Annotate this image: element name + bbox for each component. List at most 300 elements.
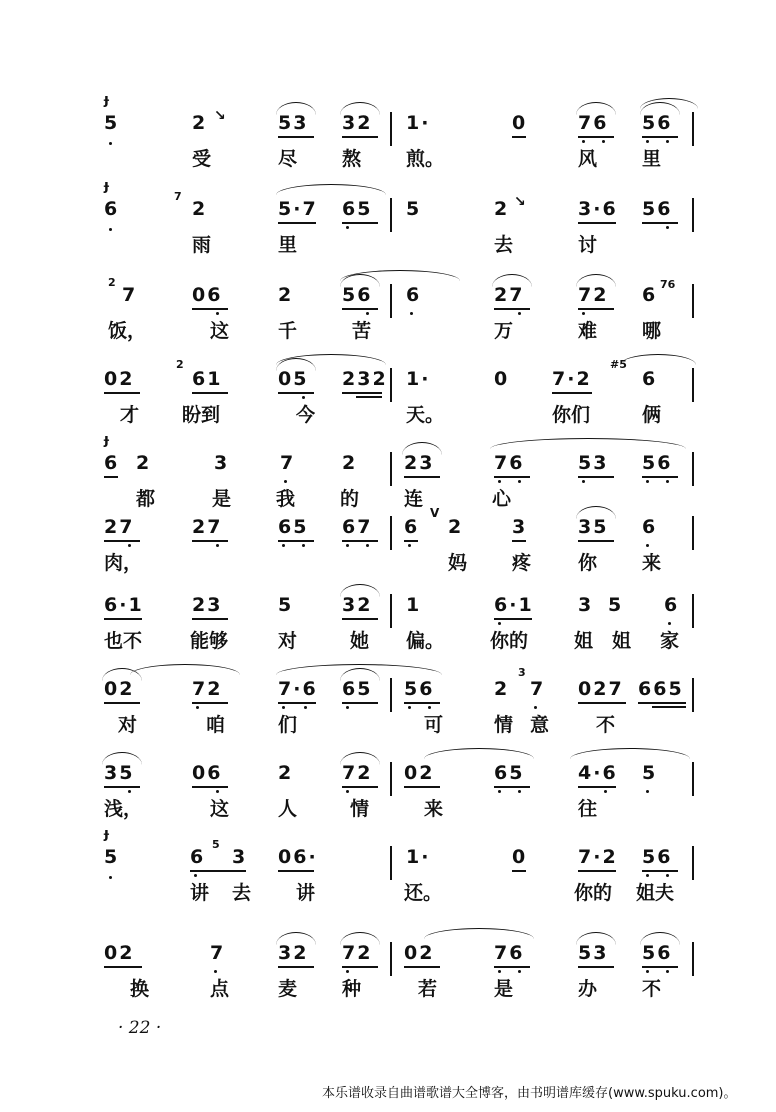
underline: [342, 702, 378, 704]
octave-dot: [194, 874, 197, 877]
lyric: 你的: [490, 630, 529, 652]
bar-line: [692, 452, 694, 486]
note: 05: [278, 368, 309, 390]
underline: [512, 136, 526, 138]
note: 23: [404, 452, 435, 474]
note: 6: [406, 284, 422, 306]
note: 35: [104, 762, 135, 784]
source-footer: 本乐谱收录自曲谱歌谱大全博客，由书明谱库缓存(www.spuku.com)。: [322, 1086, 737, 1101]
fermata-mark: ɟ: [104, 92, 109, 108]
lyric: 苦: [352, 320, 372, 342]
note: 3: [232, 846, 248, 868]
octave-dot: [346, 970, 349, 973]
grace-note: 5: [212, 838, 220, 851]
glide-mark: ↘: [214, 108, 226, 124]
lyric: 她: [350, 630, 370, 652]
underline: [578, 136, 614, 138]
bar-line: [692, 112, 694, 146]
note: 7: [122, 284, 138, 306]
bar-line: [692, 678, 694, 712]
score-line-10: [0, 826, 776, 910]
underline: [642, 870, 678, 872]
octave-dot: [666, 874, 669, 877]
note: 2: [494, 678, 510, 700]
lyric: 都: [136, 488, 156, 510]
note: 67: [342, 516, 373, 538]
underline: [404, 540, 418, 542]
octave-dot: [518, 970, 521, 973]
octave-dot: [214, 970, 217, 973]
underline: [104, 966, 142, 968]
note: 3: [214, 452, 230, 474]
note: 5: [642, 762, 658, 784]
lyric: 这: [210, 798, 230, 820]
octave-dot: [534, 706, 537, 709]
lyric: 受: [192, 148, 212, 170]
note: 56: [404, 678, 435, 700]
lyric: 疼: [512, 552, 532, 574]
note: 53: [578, 942, 609, 964]
lyric: 也不: [104, 630, 143, 652]
score-line-4: [0, 352, 776, 432]
note: 6: [104, 198, 120, 220]
note: 2: [342, 452, 358, 474]
underline: [104, 392, 140, 394]
lyric: 点: [210, 978, 230, 1000]
bar-line: [390, 284, 392, 318]
lyric: 讲: [296, 882, 316, 904]
underline: [638, 702, 686, 704]
note: 56: [642, 452, 673, 474]
underline: [342, 308, 378, 310]
note: 65: [494, 762, 525, 784]
underline: [356, 396, 382, 398]
lyric: 天。: [406, 404, 445, 426]
breath-mark: V: [430, 506, 440, 520]
note: 0: [512, 112, 528, 134]
score-line-6: [0, 500, 776, 580]
note: 06: [192, 284, 223, 306]
long-slur: [640, 98, 698, 109]
lyric: 来: [642, 552, 662, 574]
bar-line: [692, 198, 694, 232]
lyric: 情: [494, 714, 514, 736]
lyric: 难: [578, 320, 598, 342]
note: 27: [192, 516, 223, 538]
octave-dot: [109, 876, 112, 879]
underline: [642, 136, 678, 138]
underline: [278, 392, 314, 394]
note: 5·7: [278, 198, 318, 220]
lyric: 对: [278, 630, 298, 652]
note: 5: [104, 846, 120, 868]
lyric: 里: [278, 234, 298, 256]
bar-line: [692, 846, 694, 880]
lyric: 心: [492, 488, 512, 510]
octave-dot: [666, 226, 669, 229]
note: 7: [280, 452, 296, 474]
note: 53: [278, 112, 309, 134]
long-slur: [340, 270, 460, 281]
score-line-2: [0, 178, 776, 262]
long-slur: [424, 748, 534, 759]
long-slur: [490, 438, 686, 449]
note: 2: [192, 112, 208, 134]
bar-line: [390, 942, 392, 976]
octave-dot: [428, 706, 431, 709]
lyric: 万: [494, 320, 514, 342]
lyric: 不: [642, 978, 662, 1000]
underline: [578, 966, 614, 968]
octave-dot: [366, 312, 369, 315]
lyric: 煎。: [406, 148, 445, 170]
underline: [642, 476, 678, 478]
note: 2: [278, 284, 294, 306]
octave-dot: [666, 480, 669, 483]
underline: [104, 618, 142, 620]
underline: [494, 476, 530, 478]
octave-dot: [282, 706, 285, 709]
bar-line: [390, 762, 392, 796]
octave-dot: [582, 480, 585, 483]
lyric: 连: [404, 488, 424, 510]
underline: [404, 702, 440, 704]
note: 5: [278, 594, 294, 616]
note: 06·: [278, 846, 318, 868]
note: 35: [578, 516, 609, 538]
note: 02: [104, 942, 135, 964]
underline: [342, 392, 382, 394]
note: 6: [404, 516, 420, 538]
grace-note: 7: [174, 190, 182, 203]
note: 027: [578, 678, 624, 700]
note: 72: [578, 284, 609, 306]
lyric: 姐: [612, 630, 632, 652]
note: 6: [190, 846, 206, 868]
long-slur: [570, 748, 690, 759]
lyric: 不: [596, 714, 616, 736]
note: 02: [404, 762, 435, 784]
underline: [494, 618, 532, 620]
note: 76: [578, 112, 609, 134]
note: 5: [406, 198, 422, 220]
lyric: 可: [424, 714, 444, 736]
lyric: 来: [424, 798, 444, 820]
note: 32: [342, 112, 373, 134]
octave-dot: [128, 544, 131, 547]
octave-dot: [302, 544, 305, 547]
lyric: 千: [278, 320, 298, 342]
note: 65: [342, 198, 373, 220]
grace-note: 76: [660, 278, 676, 291]
note: 56: [642, 112, 673, 134]
lyric: 是: [494, 978, 514, 1000]
octave-dot: [498, 970, 501, 973]
note: 665: [638, 678, 684, 700]
lyric: 哪: [642, 320, 662, 342]
note: 56: [342, 284, 373, 306]
octave-dot: [646, 480, 649, 483]
long-slur: [424, 928, 534, 939]
long-slur: [130, 664, 240, 675]
lyric: 去: [232, 882, 252, 904]
note: 76: [494, 942, 525, 964]
lyric: 意: [530, 714, 550, 736]
underline: [578, 308, 614, 310]
underline: [192, 540, 228, 542]
lyric: 才: [120, 404, 140, 426]
bar-line: [390, 516, 392, 550]
note: 56: [642, 942, 673, 964]
lyric: 这: [210, 320, 230, 342]
bar-line: [390, 594, 392, 628]
note: 3: [512, 516, 528, 538]
note: 56: [642, 846, 673, 868]
octave-dot: [346, 544, 349, 547]
note: 32: [342, 594, 373, 616]
octave-dot: [408, 706, 411, 709]
octave-dot: [646, 544, 649, 547]
underline: [578, 870, 616, 872]
lyric: 你们: [552, 404, 591, 426]
underline: [552, 392, 592, 394]
octave-dot: [302, 396, 305, 399]
lyric: 你: [578, 552, 598, 574]
bar-line: [692, 942, 694, 976]
underline: [342, 540, 378, 542]
lyric: 俩: [642, 404, 662, 426]
lyric: 浅，: [104, 798, 143, 820]
octave-dot: [284, 480, 287, 483]
octave-dot: [109, 228, 112, 231]
note: 2: [494, 198, 510, 220]
lyric: 家: [660, 630, 680, 652]
lyric: 盼到: [182, 404, 221, 426]
underline: [342, 222, 378, 224]
underline: [342, 618, 378, 620]
note: 1·: [406, 846, 431, 868]
note: 5: [608, 594, 624, 616]
octave-dot: [498, 480, 501, 483]
fermata-mark: ɟ: [104, 826, 109, 842]
note: 27: [494, 284, 525, 306]
note: 76: [494, 452, 525, 474]
score-line-11: [0, 926, 776, 1006]
underline: [494, 786, 530, 788]
underline: [278, 702, 316, 704]
lyric: 妈: [448, 552, 468, 574]
note: 56: [642, 198, 673, 220]
underline: [278, 222, 316, 224]
bar-line: [692, 368, 694, 402]
score-line-1: [0, 92, 776, 176]
lyric: 去: [494, 234, 514, 256]
octave-dot: [666, 140, 669, 143]
note: 02: [104, 368, 135, 390]
octave-dot: [602, 140, 605, 143]
lyric: 若: [418, 978, 438, 1000]
octave-dot: [518, 312, 521, 315]
underline: [104, 786, 140, 788]
lyric: 姐: [574, 630, 594, 652]
octave-dot: [216, 790, 219, 793]
bar-line: [390, 112, 392, 146]
octave-dot: [216, 312, 219, 315]
octave-dot: [346, 706, 349, 709]
note: 6·1: [104, 594, 144, 616]
octave-dot: [346, 790, 349, 793]
octave-dot: [518, 480, 521, 483]
note: 72: [342, 762, 373, 784]
octave-dot: [498, 622, 501, 625]
lyric: 肉，: [104, 552, 143, 574]
lyric: 情: [350, 798, 370, 820]
note: 2: [448, 516, 464, 538]
lyric: 咱: [206, 714, 226, 736]
note: 6: [642, 284, 658, 306]
octave-dot: [646, 970, 649, 973]
octave-dot: [282, 544, 285, 547]
underline: [192, 392, 228, 394]
glide-mark: ↘: [514, 194, 526, 210]
octave-dot: [216, 544, 219, 547]
note: 1·: [406, 112, 431, 134]
note: 02: [404, 942, 435, 964]
note: 1·: [406, 368, 431, 390]
underline: [494, 308, 530, 310]
lyric: 人: [278, 798, 298, 820]
score-line-7: [0, 578, 776, 658]
lyric: 的: [340, 488, 360, 510]
bar-line: [692, 594, 694, 628]
underline: [342, 966, 378, 968]
bar-line: [390, 368, 392, 402]
note: 1: [406, 594, 422, 616]
note: 32: [278, 942, 309, 964]
note: 65: [278, 516, 309, 538]
octave-dot: [128, 790, 131, 793]
underline: [578, 222, 616, 224]
underline: [512, 540, 526, 542]
octave-dot: [410, 312, 413, 315]
underline: [578, 786, 616, 788]
score-line-9: [0, 746, 776, 826]
bar-line: [390, 678, 392, 712]
underline: [104, 476, 118, 478]
underline: [104, 702, 140, 704]
octave-dot: [196, 706, 199, 709]
note: 7: [210, 942, 226, 964]
underline: [278, 966, 314, 968]
note: 27: [104, 516, 135, 538]
octave-dot: [582, 140, 585, 143]
octave-dot: [646, 140, 649, 143]
underline: [342, 136, 378, 138]
lyric: 我: [276, 488, 296, 510]
octave-dot: [518, 790, 521, 793]
octave-dot: [366, 544, 369, 547]
lyric: 能够: [190, 630, 229, 652]
octave-dot: [408, 544, 411, 547]
octave-dot: [668, 622, 671, 625]
lyric: 里: [642, 148, 662, 170]
note: 4·6: [578, 762, 618, 784]
lyric: 们: [278, 714, 298, 736]
underline: [278, 136, 314, 138]
lyric: 往: [578, 798, 598, 820]
note: 7·2: [578, 846, 618, 868]
fermata-mark: ɟ: [104, 178, 109, 194]
bar-line: [390, 198, 392, 232]
lyric: 是: [212, 488, 232, 510]
note: 5: [104, 112, 120, 134]
underline: [192, 786, 228, 788]
underline: [512, 870, 526, 872]
underline: [652, 706, 686, 708]
underline: [404, 476, 440, 478]
lyric: 换: [130, 978, 150, 1000]
underline: [192, 702, 228, 704]
long-slur: [276, 354, 386, 365]
note: 232: [342, 368, 388, 390]
underline: [278, 540, 314, 542]
bar-line: [692, 516, 694, 550]
underline: [192, 308, 228, 310]
lyric: 今: [296, 404, 316, 426]
note: 53: [578, 452, 609, 474]
fermata-mark: ɟ: [104, 432, 109, 448]
note: 6·1: [494, 594, 534, 616]
lyric: 尽: [278, 148, 298, 170]
octave-dot: [582, 312, 585, 315]
lyric: 讨: [578, 234, 598, 256]
underline: [404, 786, 440, 788]
lyric: 办: [578, 978, 598, 1000]
bar-line: [390, 452, 392, 486]
note: 65: [342, 678, 373, 700]
score-line-8: [0, 662, 776, 742]
bar-line: [692, 284, 694, 318]
underline: [278, 870, 314, 872]
bar-line: [390, 846, 392, 880]
page-number: · 22 ·: [118, 1018, 162, 1038]
underline: [578, 540, 614, 542]
note: 02: [104, 678, 135, 700]
grace-note: 3: [518, 666, 526, 679]
note: 6: [104, 452, 120, 474]
lyric: 麦: [278, 978, 298, 1000]
underline: [342, 786, 378, 788]
lyric: 偏。: [406, 630, 445, 652]
lyric: 讲: [190, 882, 210, 904]
underline: [642, 966, 678, 968]
note: 7·6: [278, 678, 318, 700]
note: 23: [192, 594, 223, 616]
note: 0: [494, 368, 510, 390]
grace-note: #5: [610, 358, 627, 371]
note: 06: [192, 762, 223, 784]
lyric: 饭，: [108, 320, 147, 342]
note: 61: [192, 368, 223, 390]
note: 2: [278, 762, 294, 784]
octave-dot: [498, 790, 501, 793]
lyric: 种: [342, 978, 362, 1000]
note: 3: [578, 594, 594, 616]
lyric: 对: [118, 714, 138, 736]
bar-line: [692, 762, 694, 796]
octave-dot: [109, 142, 112, 145]
note: 3·6: [578, 198, 618, 220]
